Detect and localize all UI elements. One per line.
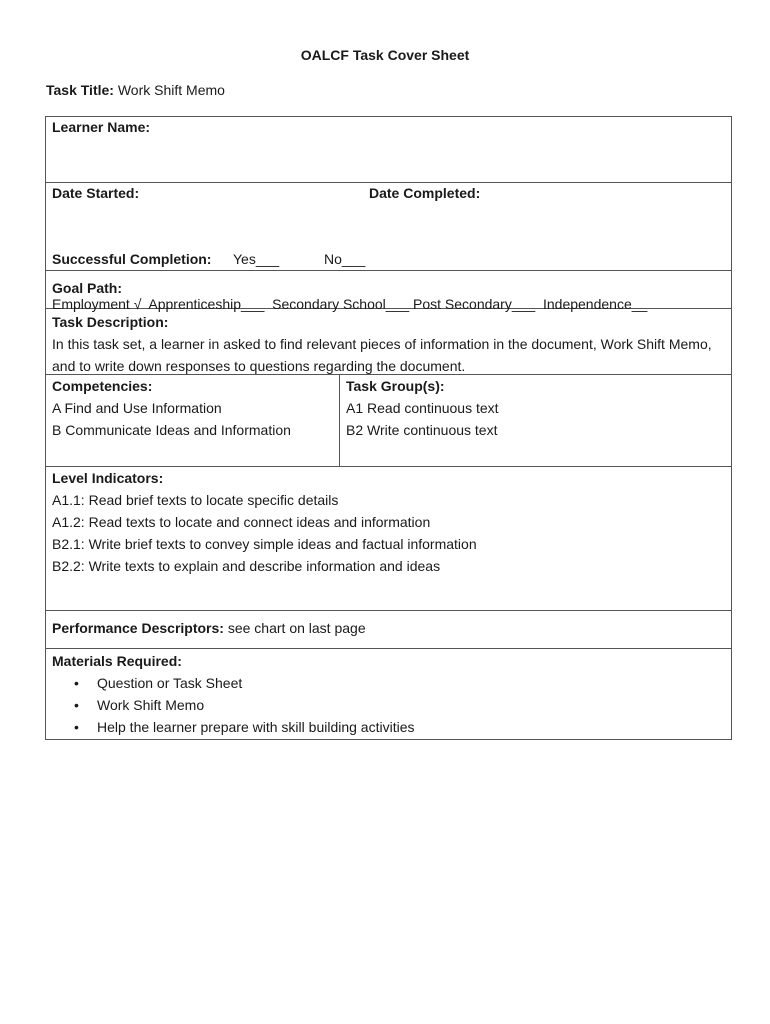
competencies-label: Competencies: bbox=[52, 378, 153, 394]
task-group-item: A1 Read continuous text bbox=[346, 400, 499, 416]
level-indicators-label: Level Indicators: bbox=[52, 470, 164, 486]
goal-path-options: Employment √ Apprenticeship___ Secondary School___ Post Secondary___ Independence__ bbox=[52, 296, 648, 312]
bullet-icon: • bbox=[74, 719, 79, 735]
bullet-icon: • bbox=[74, 675, 79, 691]
level-indicator-item: B2.2: Write texts to explain and describe information and ideas bbox=[52, 558, 441, 574]
list-item bbox=[52, 672, 725, 694]
date-started-label: Date Started: bbox=[52, 185, 140, 201]
list-item bbox=[52, 716, 725, 738]
competencies-row bbox=[46, 375, 731, 467]
level-indicator-item: A1.2: Read texts to locate and connect ideas and information bbox=[52, 514, 431, 530]
dates-row bbox=[46, 183, 731, 271]
task-groups-label: Task Group(s): bbox=[346, 378, 445, 394]
material-text: Help the learner prepare with skill building activities bbox=[97, 719, 415, 735]
learner-name-row[interactable] bbox=[46, 117, 731, 183]
performance-descriptors-label: Performance Descriptors: bbox=[52, 620, 224, 636]
competencies-column bbox=[46, 375, 340, 466]
performance-descriptors-row bbox=[46, 611, 731, 649]
performance-descriptors-value: see chart on last page bbox=[227, 620, 366, 636]
task-description-row bbox=[46, 309, 731, 375]
yes-option[interactable]: Yes___ bbox=[233, 251, 280, 267]
material-text: Work Shift Memo bbox=[97, 697, 205, 713]
task-group-item: B2 Write continuous text bbox=[346, 422, 498, 438]
task-groups-column bbox=[340, 375, 731, 466]
materials-list bbox=[52, 672, 725, 738]
goal-path-row bbox=[46, 271, 731, 312]
level-indicator-item: B2.1: Write brief texts to convey simple ideas and factual information bbox=[52, 536, 477, 552]
goal-path-label: Goal Path: bbox=[52, 280, 123, 296]
no-option[interactable]: No___ bbox=[324, 251, 366, 267]
level-indicator-item: A1.1: Read brief texts to locate specific details bbox=[52, 492, 339, 508]
task-title-value: Work Shift Memo bbox=[117, 82, 225, 98]
list-item bbox=[52, 694, 725, 716]
materials-row bbox=[46, 649, 731, 739]
task-description-line: and to write down responses to questions regarding the document. bbox=[52, 358, 466, 374]
competency-item: B Communicate Ideas and Information bbox=[52, 422, 291, 438]
task-title-line bbox=[46, 82, 225, 98]
material-text: Question or Task Sheet bbox=[97, 675, 243, 691]
competency-item: A Find and Use Information bbox=[52, 400, 222, 416]
materials-label: Materials Required: bbox=[52, 653, 182, 669]
task-description-label: Task Description: bbox=[52, 314, 169, 330]
task-title-label: Task Title: bbox=[46, 82, 114, 98]
level-indicators-row bbox=[46, 467, 731, 611]
date-completed-label: Date Completed: bbox=[369, 185, 481, 201]
successful-completion-label: Successful Completion: bbox=[52, 251, 212, 267]
learner-name-label: Learner Name: bbox=[52, 119, 151, 135]
task-description-line: In this task set, a learner in asked to find relevant pieces of information in the document, Work Shift Memo, bbox=[52, 336, 712, 352]
bullet-icon: • bbox=[74, 697, 79, 713]
page-title: OALCF Task Cover Sheet bbox=[300, 47, 470, 63]
cover-sheet-form bbox=[45, 116, 732, 740]
